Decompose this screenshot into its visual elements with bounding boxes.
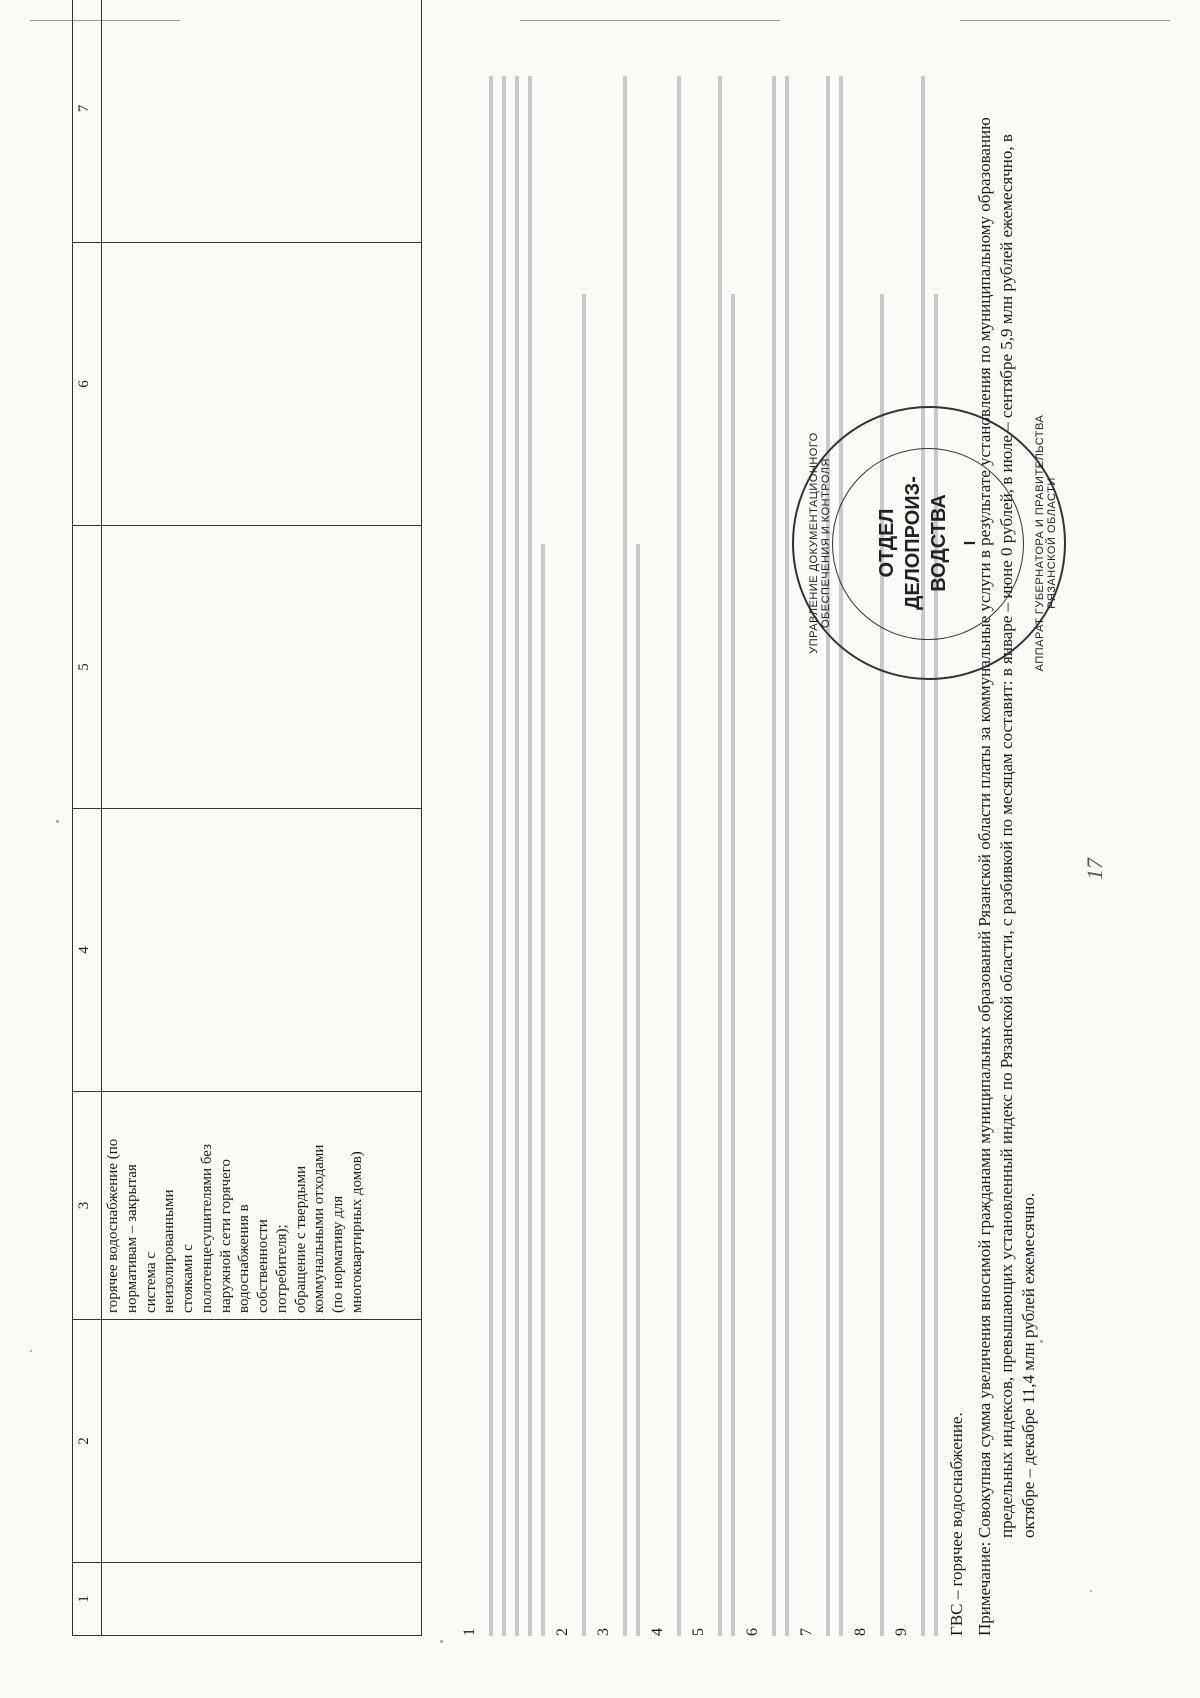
illegible-text-line [677,76,681,1636]
scan-speck [56,820,59,823]
footnote-mark: 3 [595,1628,612,1636]
footnote-block [553,76,586,1636]
cell-line: стояками с [180,1244,196,1313]
cell-line: наружной сети горячего [217,1159,234,1313]
illegible-text-line [731,294,735,1636]
cell-line: горячее водоснабжение (по [105,1138,121,1313]
stamp-ring-text: УПРАВЛЕНИЕ ДОКУМЕНТАЦИОННОГО ОБЕСПЕЧЕНИЯ И КОНТРОЛЯ [808,432,832,654]
note-label: Примечание: [975,1541,994,1636]
cell-line: неизолированными [161,1189,178,1313]
table-cell [102,0,422,243]
stamp-ring-text: АППАРАТ ГУБЕРНАТОРА И ПРАВИТЕЛЬСТВА РЯЗАНСКОЙ ОБЛАСТИ [1034,414,1058,672]
abbreviation-line: ГВС – горячее водоснабжение. [947,1412,966,1636]
table-cell [102,1320,422,1563]
footnote-block [594,76,640,1636]
data-table [72,0,422,1636]
stamp-line: ВОДСТВА [928,494,950,592]
scan-edge-line [960,20,1170,21]
cell-line: (по нормативу для [330,1195,346,1313]
stamp-number: I [962,540,979,546]
footnotes [460,76,1040,1636]
note [974,76,1040,1636]
illegible-text-line [582,294,586,1636]
footnote-block [892,76,938,1636]
services-cell [102,1092,422,1320]
footnote-mark: 8 [852,1628,869,1636]
scan-edge-line [520,20,780,21]
footnote-block [648,76,681,1636]
cell-line: обращение с твердыми [292,1165,309,1313]
footnote-mark: 4 [649,1628,666,1636]
page-number: 17 [1082,858,1107,880]
cell-line: система с [142,1251,159,1313]
illegible-text-line [541,544,545,1636]
column-number: 2 [73,1320,102,1563]
cell-line: полотенцесушителями без [198,1143,215,1313]
footnote-block [797,76,843,1636]
cell-line: нормативам – закрытая [123,1164,140,1313]
illegible-text-line [772,76,776,1636]
illegible-text-line [623,76,627,1636]
illegible-text-line [718,76,722,1636]
footnote-mark: 7 [798,1628,815,1636]
cell-line: водоснабжения в [236,1204,253,1313]
scan-speck [440,1640,443,1643]
stamp-line: ДЕЛОПРОИЗ- [902,476,924,610]
table-cell [102,1563,422,1636]
column-number: 6 [73,243,102,526]
column-number: 3 [73,1092,102,1320]
table-row [102,0,422,1636]
column-number: 7 [73,0,102,243]
footnote-mark: 6 [744,1628,761,1636]
footnote-mark: 9 [893,1628,910,1636]
stamp-line: ОТДЕЛ [876,508,898,578]
illegible-text-line [636,544,640,1636]
table-cell [102,526,422,809]
illegible-text-line [489,76,493,1636]
column-number: 5 [73,526,102,809]
cell-line: собственности [255,1219,271,1313]
footnote-block [743,76,789,1636]
footnote-block [689,76,735,1636]
note-text: Совокупная сумма увеличения вносимой гражданами муниципальных образований Рязанской области платы за коммунальные услуги в результате установления по муниципальному образованию предельных индексов, превышающих установленный индекс по Рязанской области, с разбивкой по месяцам составит: в январе – июне 0 рублей, в июле – сентябре 5,9 млн рублей ежемесячно, в октябре – декабре 11,4 млн рублей ежемесячно. [975,117,1038,1538]
illegible-text-line [528,76,532,1636]
rotated-content [72,46,1107,1636]
footnote-mark: 1 [461,1628,478,1636]
footnote-mark: 5 [690,1628,707,1636]
scan-speck [30,1350,32,1352]
table-cell [102,809,422,1092]
table-cell [102,243,422,526]
illegible-text-line [502,76,506,1636]
footnote-mark: 2 [554,1628,571,1636]
illegible-text-line [921,76,925,1636]
footnote-block [851,76,884,1636]
column-number-row [73,0,102,1636]
department-stamp [792,406,1066,680]
column-number: 1 [73,1563,102,1636]
illegible-text-line [515,76,519,1636]
cell-line: потребителя); [273,1224,290,1313]
column-number: 4 [73,809,102,1092]
cell-line: коммунальными отходами [311,1144,328,1313]
illegible-text-line [826,76,830,1636]
illegible-text-line [839,76,843,1636]
cell-line: многоквартирных домов) [348,1151,365,1313]
illegible-text-line [785,76,789,1636]
footnote-block [460,76,545,1636]
